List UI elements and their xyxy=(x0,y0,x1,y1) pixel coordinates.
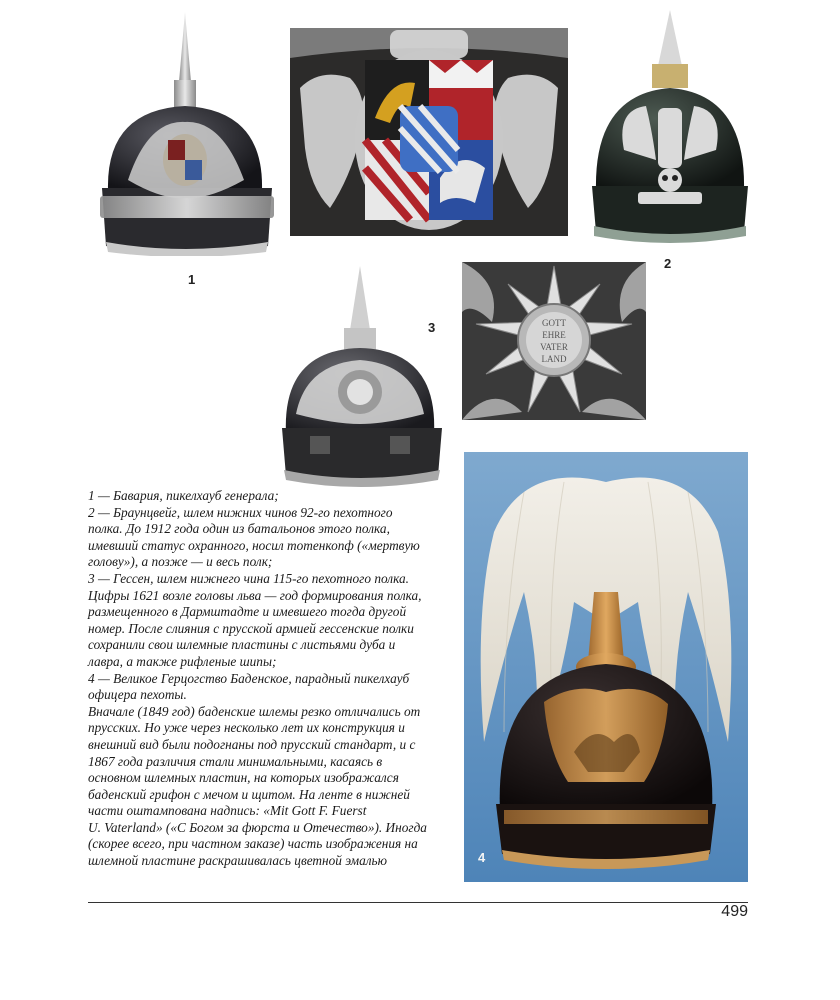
page-number: 499 xyxy=(721,903,748,920)
caption-line: 2 — Браунцвейг, шлем нижних чинов 92-го пехотного xyxy=(88,504,393,520)
plate3-motto-word-1: GOTT xyxy=(542,318,566,328)
coat-of-arms-closeup-photo xyxy=(290,28,568,236)
helmet-photo-3-hesse xyxy=(276,264,448,496)
caption-line: 3 — Гессен, шлем нижнего чина 115-го пехотного полка. xyxy=(88,570,409,586)
caption-line: U. Vaterland» («С Богом за фюрста и Отечество»). Иногда xyxy=(88,819,427,835)
caption-line: офицера пехоты. xyxy=(88,687,187,703)
figure-number-1: 1 xyxy=(188,272,196,287)
plate3-motto-word-2: EHRE xyxy=(542,330,566,340)
helmet-photo-2-brunswick xyxy=(586,10,754,244)
footer-rule xyxy=(88,902,748,903)
figure-number-3: 3 xyxy=(428,320,436,335)
helmet-photo-4-baden xyxy=(464,452,748,882)
figure-number-2: 2 xyxy=(664,256,672,271)
caption-line: шлемной пластине раскрашивалась цветной эмалью xyxy=(88,853,387,869)
plate3-motto-word-4: LAND xyxy=(541,354,567,364)
caption-line: Цифры 1621 возле головы льва — год формирования полка, xyxy=(88,587,422,603)
caption-line: размещенного в Дармштадте и имевшего тогда другой xyxy=(88,604,407,620)
caption-line: (скорее всего, при частном заказе) часть изображения на xyxy=(88,836,418,852)
star-plate-closeup-photo xyxy=(462,262,646,420)
caption-line: Вначале (1849 год) баденские шлемы резко отличались от xyxy=(88,703,421,719)
caption-line: полка. До 1912 года один из батальонов этого полка, xyxy=(88,521,390,537)
caption-line: сохранили свои шлемные пластины с листьями дуба и xyxy=(88,637,396,653)
caption-line: номер. После слияния с прусской армией гессенские полки xyxy=(88,620,414,636)
caption-line: имевший статус охранного, носил тотенкопф («мертвую xyxy=(88,537,420,553)
caption-line: внешний вид были подогнаны под прусский стандарт, и с xyxy=(88,736,416,752)
caption-line: лавра, а также рифленые шипы; xyxy=(88,653,277,669)
caption-line: прусских. Но уже через несколько лет их конструкция и xyxy=(88,720,405,736)
caption-text xyxy=(88,488,458,870)
helmet-photo-1-bavaria xyxy=(88,10,286,256)
caption-line: голову»), а позже — и весь полк; xyxy=(88,554,273,570)
caption-line: части оштампована надпись: «Mit Gott F. Fuerst xyxy=(88,803,367,819)
caption-line: основном шлемных пластин, на которых изображался xyxy=(88,770,399,786)
plate3-motto-word-3: VATER xyxy=(540,342,568,352)
caption-line: 1867 года различия стали минимальными, касаясь в xyxy=(88,753,383,769)
caption-line: 4 — Великое Герцогство Баденское, парадный пикелхауб xyxy=(88,670,410,686)
caption-line: баденский грифон с мечом и щитом. На ленте в нижней xyxy=(88,786,410,802)
figure-number-4: 4 xyxy=(478,850,486,865)
caption-line: 1 — Бавария, пикелхауб генерала; xyxy=(88,488,279,503)
